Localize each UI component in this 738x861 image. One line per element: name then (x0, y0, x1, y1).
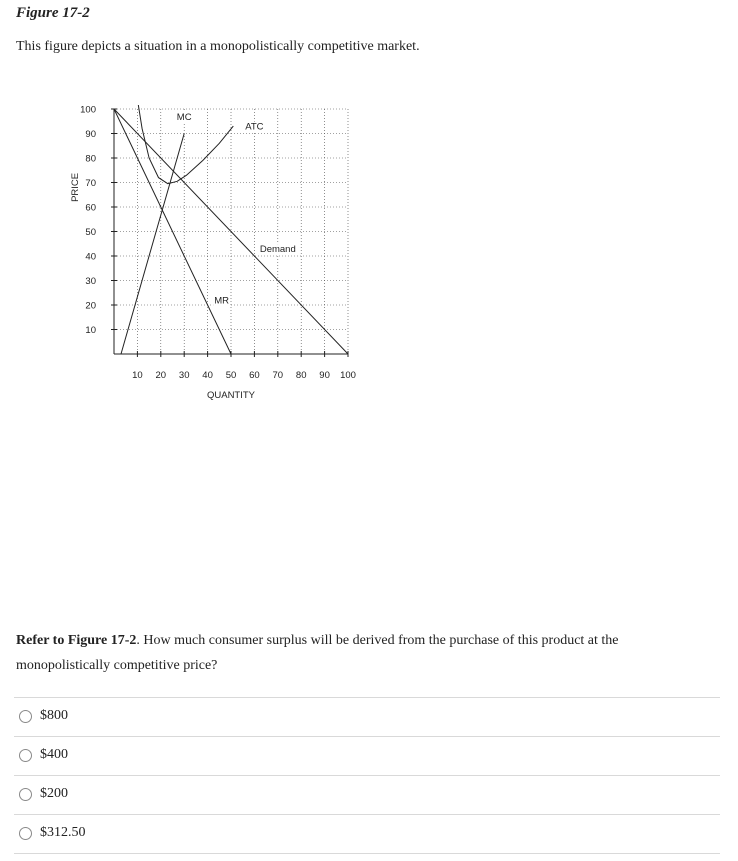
x-tick-label: 70 (272, 370, 284, 381)
x-tick-label: 20 (155, 370, 167, 381)
x-tick-label: 10 (132, 370, 143, 381)
answer-option-label: $800 (40, 708, 68, 723)
y-tick-label: 40 (85, 251, 96, 263)
answer-option[interactable] (14, 775, 720, 814)
y-tick-label: 60 (85, 202, 96, 214)
y-tick-label: 20 (85, 300, 96, 312)
y-tick-label: 10 (85, 325, 96, 336)
y-tick-label: 30 (85, 276, 96, 287)
radio-button[interactable] (19, 827, 32, 840)
y-axis-title: PRICE (70, 172, 81, 202)
question-figure-ref: Figure 17-2 (67, 633, 137, 648)
radio-button[interactable] (19, 710, 32, 723)
answer-option-label: $400 (40, 747, 68, 762)
x-tick-label: 40 (202, 370, 213, 381)
y-tick-label: 90 (85, 129, 96, 140)
x-tick-label: 100 (340, 370, 356, 381)
curve-label-atc: ATC (245, 121, 264, 133)
question-prefix: Refer to (16, 633, 65, 648)
x-tick-label: 50 (225, 370, 237, 381)
x-axis-title: QUANTITY (206, 390, 256, 401)
radio-button[interactable] (19, 788, 32, 801)
x-tick-label: 30 (178, 370, 190, 381)
question-text (16, 628, 716, 678)
answer-option[interactable] (14, 697, 720, 736)
answer-option[interactable] (14, 814, 720, 854)
x-tick-label: 60 (249, 370, 260, 381)
y-tick-label: 50 (85, 227, 96, 238)
x-tick-label: 90 (319, 370, 330, 381)
figure-description: This figure depicts a situation in a monopolistically competitive market. (16, 39, 420, 54)
price-quantity-chart (60, 95, 380, 420)
curve-label-mc: MC (176, 111, 192, 123)
question-body: . How much consumer surplus will be derived from the purchase of this product at the monopolistically competitive price? (16, 633, 619, 673)
answer-option[interactable] (14, 736, 720, 775)
radio-button[interactable] (19, 749, 32, 762)
curve-label-demand: Demand (259, 244, 296, 256)
answer-option-label: $200 (40, 786, 68, 801)
curve-label-mr: MR (214, 295, 230, 307)
y-tick-label: 100 (80, 104, 96, 116)
y-tick-label: 70 (85, 178, 96, 189)
series-line-mc (121, 134, 184, 355)
x-tick-label: 80 (295, 370, 307, 381)
figure-title: Figure 17-2 (16, 5, 90, 21)
y-tick-label: 80 (85, 153, 96, 165)
answer-options (14, 697, 720, 854)
answer-option-label: $312.50 (40, 825, 86, 840)
